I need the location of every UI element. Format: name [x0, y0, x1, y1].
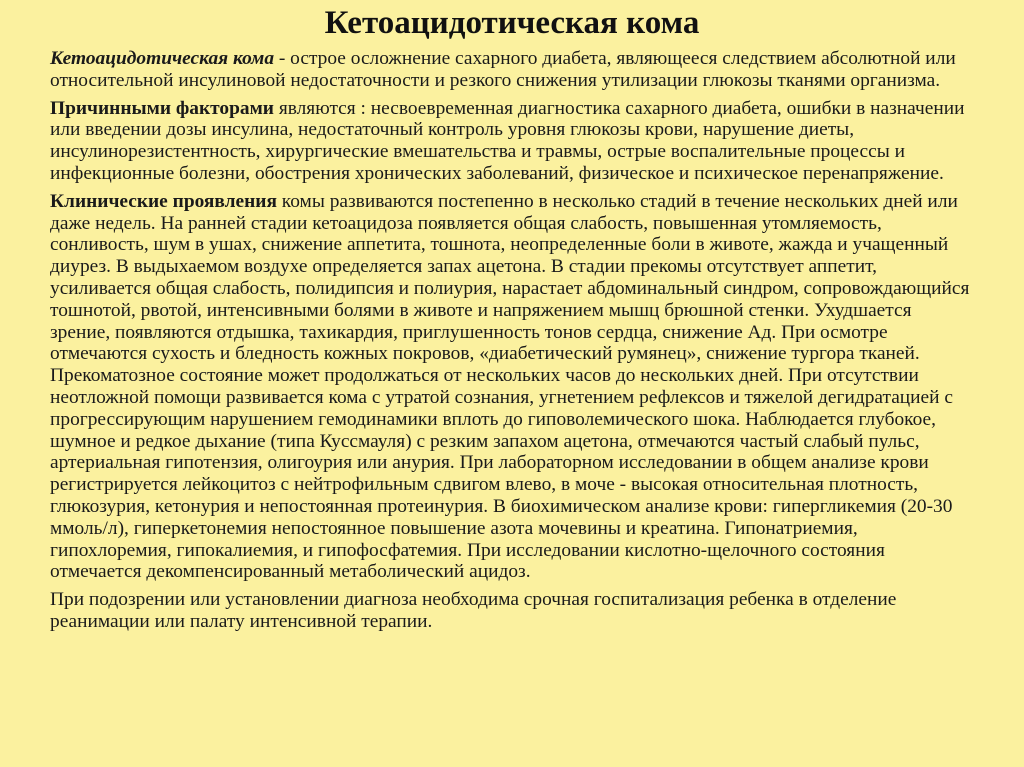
slide-body — [50, 48, 975, 639]
paragraph-causes — [50, 98, 975, 185]
paragraph-causes-text: являются : несвоевременная диагностика сахарного диабета, ошибки в назначении или введении дозы инсулина, недостаточный контроль уровня глюкозы крови, нарушение диеты, инсулинорезистентность, хирургические вмешательства и травмы, острые воспалительные процессы и инфекционные болезни, обострения хронических заболеваний, физическое и психическое перенапряжение. — [50, 97, 965, 184]
paragraph-hospitalization — [50, 589, 975, 633]
term-causes: Причинными факторами — [50, 97, 274, 119]
paragraph-clinical-text: комы развиваются постепенно в несколько стадий в течение нескольких дней или даже недель. На ранней стадии кетоацидоза появляется общая слабость, повышенная утомляемость, сонливость, шум в ушах, снижение аппетита, тошнота, неопределенные боли в животе, жажда и учащенный диурез. В выдыхаемом воздухе определяется запах ацетона. В стадии прекомы отсутствует аппетит, усиливается общая слабость, полидипсия и полиурия, нарастает абдоминальный синдром, сопровождающийся тошнотой, рвотой, интенсивными болями в животе и напряжением мышц брюшной стенки. Ухудшается зрение, появляются отдышка, тахикардия, приглушенность тонов сердца, снижение Ад. При осмотре отмечаются сухость и бледность кожных покровов, «диабетический румянец», снижение тургора тканей. Прекоматозное состояние может продолжаться от нескольких часов до нескольких дней. При отсутствии неотложной помощи развивается кома с утратой сознания, угнетением рефлексов и тяжелой дегидратацией с прогрессирующим нарушением гемодинамики вплоть до гиповолемического шока. Наблюдается глубокое, шумное и редкое дыхание (типа Куссмауля) с резким запахом ацетона, отмечаются частый слабый пульс, артериальная гипотензия, олигоурия или анурия. При лабораторном исследовании в общем анализе крови регистрируется лейкоцитоз с нейтрофильным сдвигом влево, в моче - высокая относительная плотность, глюкозурия, кетонурия и непостоянная протеинурия. В биохимическом анализе крови: гипергликемия (20-30 ммоль/л), гиперкетонемия непостоянное повышение азота мочевины и креатина. Гипонатриемия, гипохлоремия, гипокалиемия, и гипофосфатемия. При исследовании кислотно-щелочного состояния отмечается декомпенсированный метаболический ацидоз. — [50, 190, 970, 583]
paragraph-definition-text: - острое осложнение сахарного диабета, являющееся следствием абсолютной или относительной инсулиновой недостаточности и резкого снижения утилизации глюкозы тканями организма. — [50, 48, 956, 91]
paragraph-hospitalization-text: При подозрении или установлении диагноза необходима срочная госпитализация ребенка в отделение реанимации или палату интенсивной терапии. — [50, 589, 897, 632]
slide-title: Кетоацидотическая кома — [324, 5, 700, 41]
term-clinical: Клинические проявления — [50, 190, 277, 212]
term-definition: Кетоацидотическая кома — [50, 48, 275, 69]
paragraph-definition — [50, 48, 975, 92]
paragraph-clinical — [50, 191, 975, 583]
